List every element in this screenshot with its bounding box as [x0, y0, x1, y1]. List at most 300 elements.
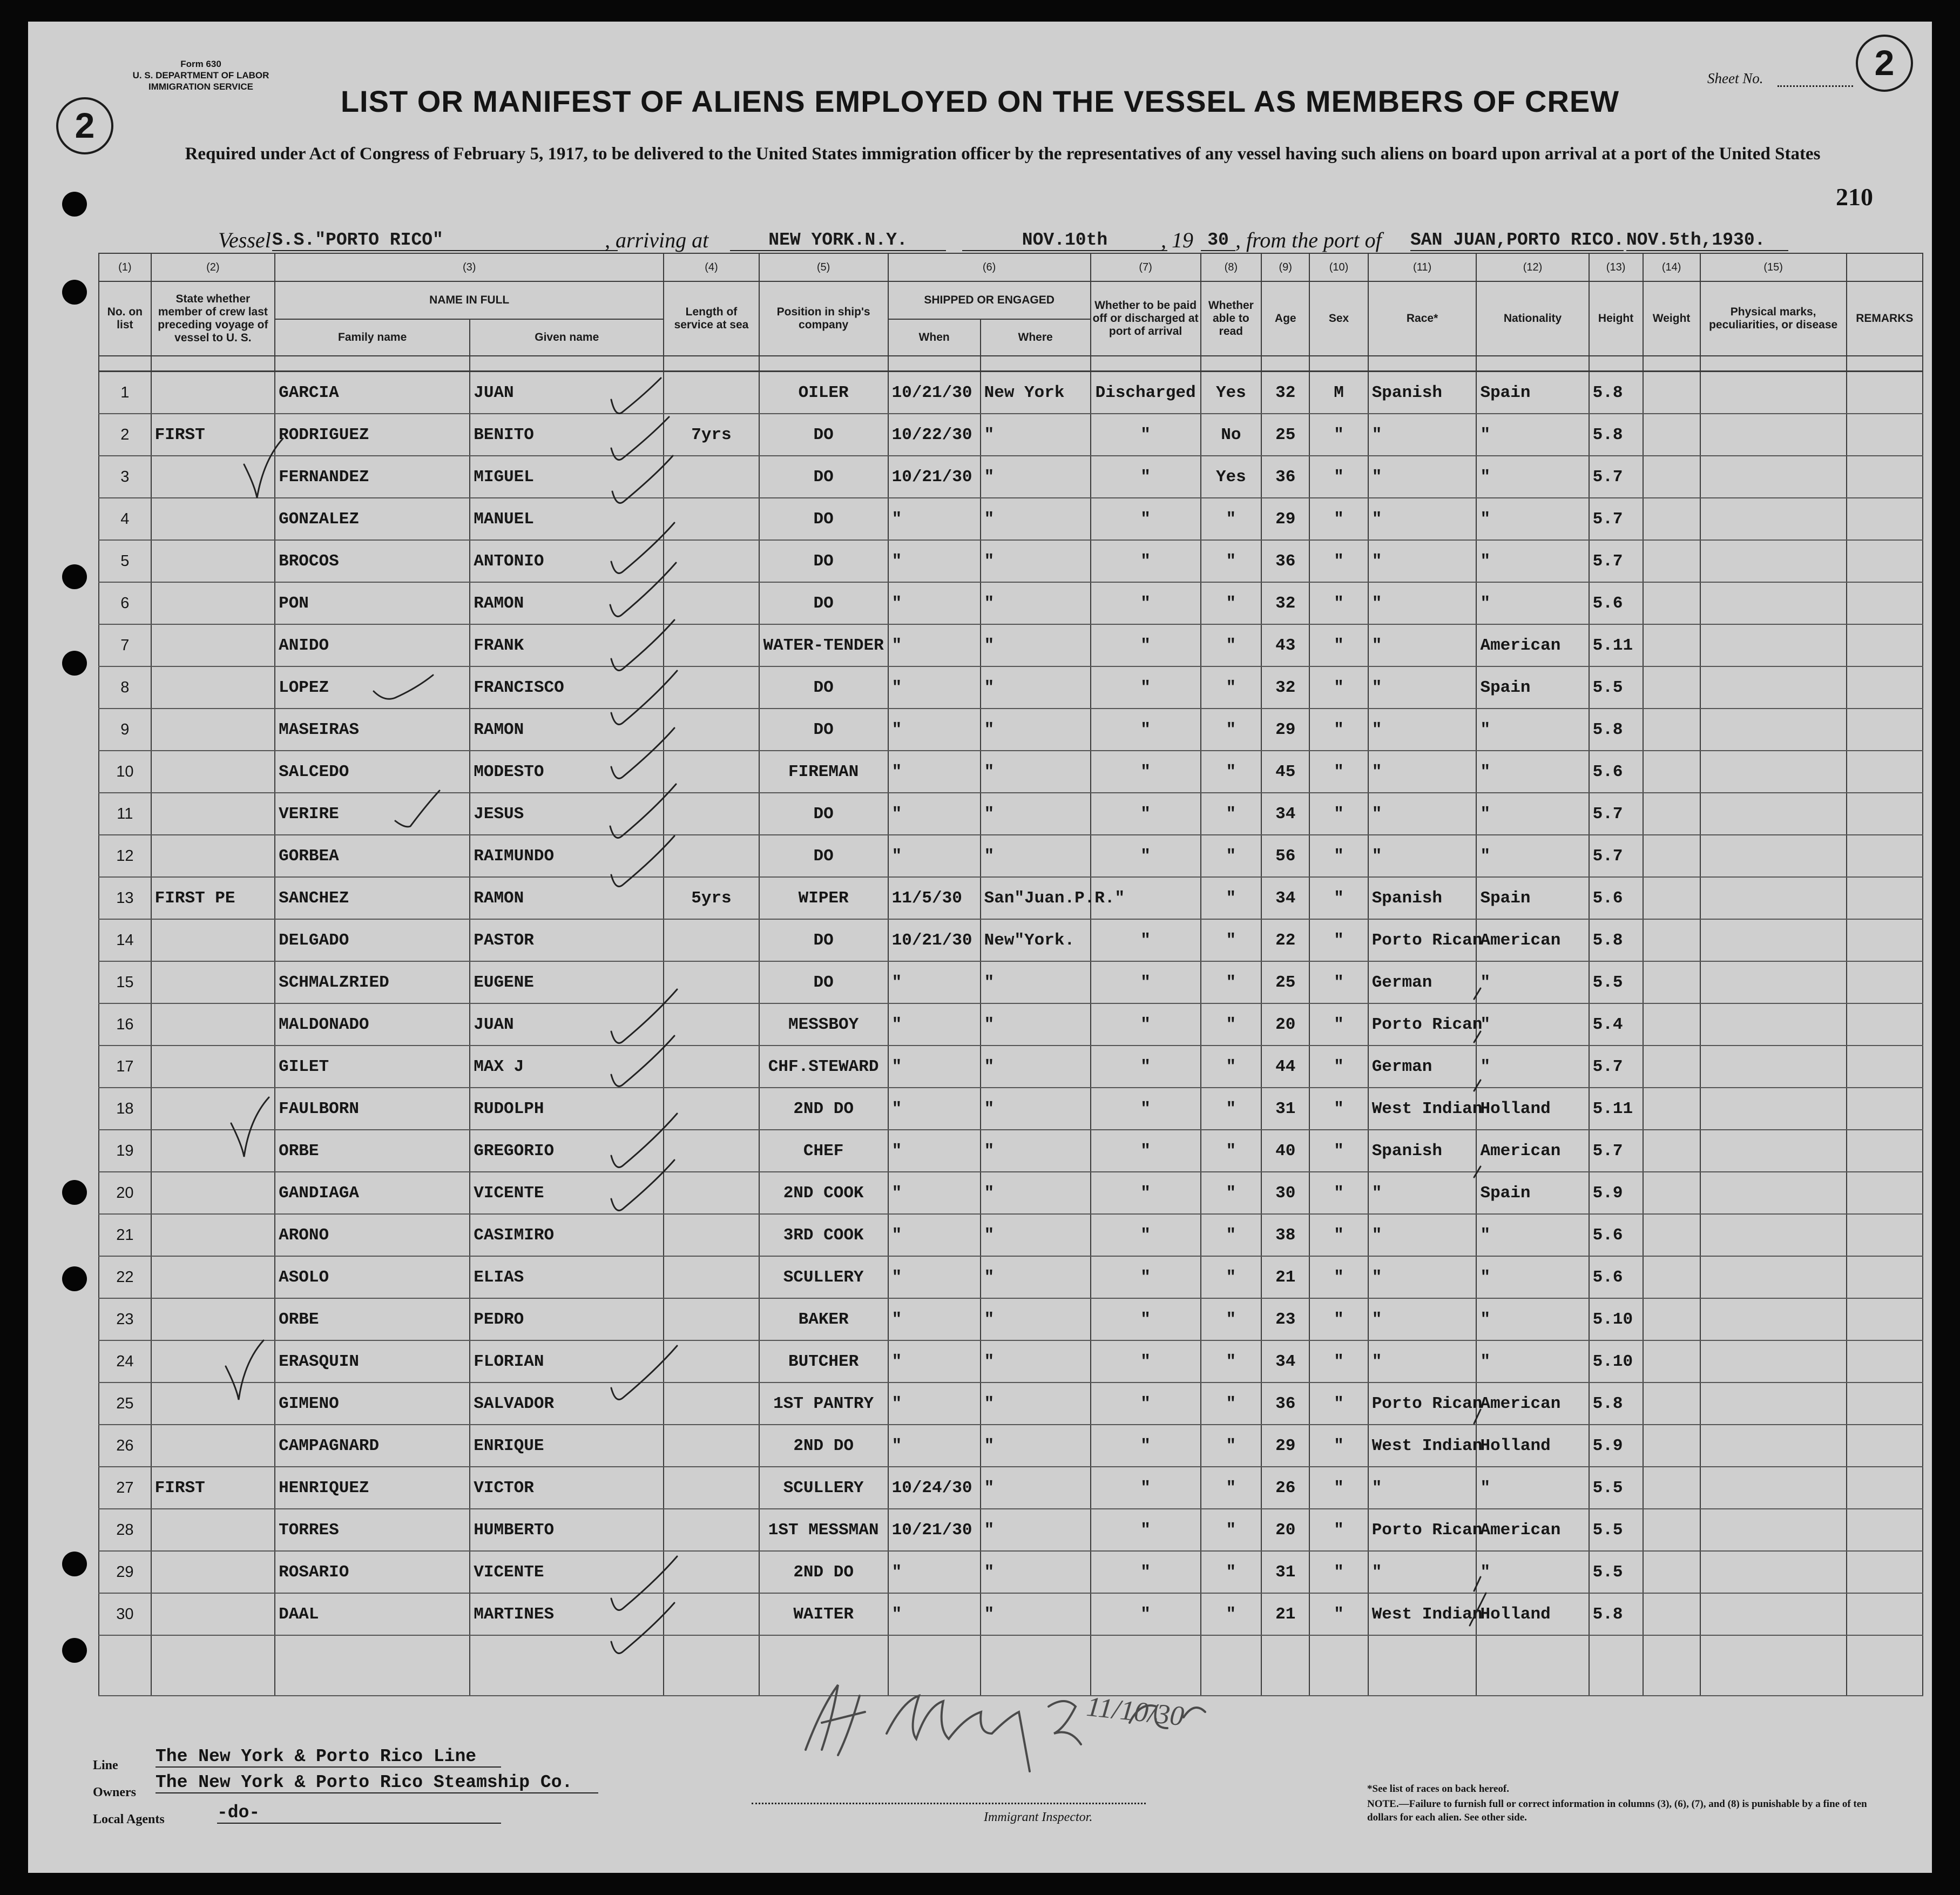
nationality: American — [1476, 1509, 1589, 1551]
header-where: Where — [981, 319, 1091, 356]
height: 5.11 — [1589, 624, 1643, 666]
row-number: 13 — [99, 877, 151, 919]
header-able-read: Whether able to read — [1201, 281, 1262, 356]
punch-hole — [62, 1552, 87, 1576]
given-name: MIGUEL — [470, 456, 664, 498]
paid-off-status: " — [1091, 1130, 1201, 1172]
shipped-where: New York — [981, 372, 1091, 414]
race: " — [1368, 1298, 1477, 1340]
paid-off-status: " — [1091, 1383, 1201, 1425]
family-name: DAAL — [275, 1593, 470, 1635]
given-name: MANUEL — [470, 498, 664, 540]
sheet-number-label: Sheet No. — [1707, 70, 1763, 86]
row-number: 21 — [99, 1214, 151, 1256]
given-name: MAX J — [470, 1046, 664, 1088]
shipped-when: " — [888, 1298, 981, 1340]
height: 5.10 — [1589, 1340, 1643, 1383]
shipped-when: " — [888, 1172, 981, 1214]
nationality: " — [1476, 456, 1589, 498]
given-name: JUAN — [470, 372, 664, 414]
nationality: " — [1476, 1256, 1589, 1298]
nationality: " — [1476, 1467, 1589, 1509]
sex: " — [1309, 414, 1368, 456]
ship-position: 1ST PANTRY — [759, 1383, 888, 1425]
race: Spanish — [1368, 372, 1477, 414]
shipped-when: " — [888, 1214, 981, 1256]
height: 5.8 — [1589, 709, 1643, 751]
race: " — [1368, 835, 1477, 877]
ship-position: WAITER — [759, 1593, 888, 1635]
paid-off-status: " — [1091, 919, 1201, 961]
row-number: 6 — [99, 582, 151, 624]
row-number: 1 — [99, 372, 151, 414]
header-physical-marks: Physical marks, peculiarities, or disease — [1700, 281, 1847, 356]
sex: " — [1309, 1509, 1368, 1551]
sex: " — [1309, 1130, 1368, 1172]
shipped-where: " — [981, 498, 1091, 540]
given-name: MODESTO — [470, 751, 664, 793]
nationality: American — [1476, 1130, 1589, 1172]
age: 36 — [1261, 540, 1309, 582]
height: 5.11 — [1589, 1088, 1643, 1130]
able-to-read: " — [1201, 1298, 1262, 1340]
height: 5.8 — [1589, 414, 1643, 456]
header-given-name: Given name — [470, 319, 664, 356]
row-number: 16 — [99, 1003, 151, 1046]
race: West Indian — [1368, 1425, 1477, 1467]
nationality: " — [1476, 582, 1589, 624]
race: " — [1368, 1256, 1477, 1298]
nationality: " — [1476, 1214, 1589, 1256]
immigrant-inspector-label: Immigrant Inspector. — [984, 1810, 1093, 1824]
colnum-1: (1) — [99, 253, 151, 281]
shipped-where: " — [981, 1593, 1091, 1635]
header-shipped-engaged: SHIPPED OR ENGAGED — [888, 281, 1091, 319]
age: 32 — [1261, 582, 1309, 624]
shipped-when: 10/21/30 — [888, 919, 981, 961]
row-number: 11 — [99, 793, 151, 835]
punch-hole — [62, 192, 87, 217]
row-number: 12 — [99, 835, 151, 877]
able-to-read: " — [1201, 1509, 1262, 1551]
given-name: MARTINES — [470, 1593, 664, 1635]
given-name: BENITO — [470, 414, 664, 456]
given-name: SALVADOR — [470, 1383, 664, 1425]
checkmark-state-24 — [226, 1340, 263, 1400]
height: 5.5 — [1589, 1551, 1643, 1593]
shipped-when: " — [888, 1046, 981, 1088]
header-paid-off: Whether to be paid off or discharged at port of arrival — [1091, 281, 1201, 356]
given-name: RAMON — [470, 877, 664, 919]
sex: " — [1309, 1467, 1368, 1509]
shipped-where: " — [981, 1003, 1091, 1046]
given-name: FLORIAN — [470, 1340, 664, 1383]
age: 36 — [1261, 1383, 1309, 1425]
punch-hole — [62, 1266, 87, 1291]
header-position: Position in ship's company — [759, 281, 888, 356]
shipped-where: " — [981, 1551, 1091, 1593]
line-label: Line — [93, 1758, 118, 1772]
able-to-read: Yes — [1201, 456, 1262, 498]
ship-position: 2ND DO — [759, 1551, 888, 1593]
sex: " — [1309, 1383, 1368, 1425]
ship-position: CHEF — [759, 1130, 888, 1172]
page-number: 210 — [1836, 183, 1873, 211]
checkmark-16 — [611, 1556, 677, 1610]
family-name: GARCIA — [275, 372, 470, 414]
age: 31 — [1261, 1551, 1309, 1593]
header-name-in-full: NAME IN FULL — [275, 281, 664, 319]
height: 5.7 — [1589, 498, 1643, 540]
ship-position: 1ST MESSMAN — [759, 1509, 888, 1551]
colnum-12: (12) — [1476, 253, 1589, 281]
able-to-read: " — [1201, 1593, 1262, 1635]
ship-position: MESSBOY — [759, 1003, 888, 1046]
able-to-read: " — [1201, 498, 1262, 540]
able-to-read: " — [1201, 582, 1262, 624]
sex: " — [1309, 1256, 1368, 1298]
shipped-where: " — [981, 793, 1091, 835]
departure-port: SAN JUAN,PORTO RICO. — [1410, 230, 1625, 250]
penalty-note: NOTE.—Failure to furnish full or correct information in columns (3), (6), (7), and (8) is punishable by a fine of ten dollars for each alien. See other side. — [1367, 1798, 1867, 1823]
family-name: SALCEDO — [275, 751, 470, 793]
shipped-when: " — [888, 582, 981, 624]
nationality: Spain — [1476, 1172, 1589, 1214]
paid-off-status: " — [1091, 1088, 1201, 1130]
ship-position: DO — [759, 919, 888, 961]
nationality: Spain — [1476, 372, 1589, 414]
ship-position: DO — [759, 793, 888, 835]
punch-hole — [62, 280, 87, 305]
able-to-read: " — [1201, 1003, 1262, 1046]
nationality: Holland — [1476, 1425, 1589, 1467]
tick-28 — [1474, 1577, 1481, 1591]
header-nationality: Nationality — [1476, 281, 1589, 356]
ship-position: DO — [759, 835, 888, 877]
sex: " — [1309, 456, 1368, 498]
page-title: LIST OR MANIFEST OF ALIENS EMPLOYED ON THE VESSEL AS MEMBERS OF CREW — [340, 84, 1620, 118]
service-name: IMMIGRATION SERVICE — [148, 82, 253, 92]
colnum-9: (9) — [1261, 253, 1309, 281]
sex: " — [1309, 835, 1368, 877]
length-of-service: 7yrs — [664, 414, 759, 456]
race-footnote: *See list of races on back hereof. — [1367, 1783, 1509, 1795]
race: " — [1368, 666, 1477, 709]
sex: " — [1309, 1172, 1368, 1214]
header-when: When — [888, 319, 981, 356]
race: " — [1368, 709, 1477, 751]
ship-position: DO — [759, 414, 888, 456]
race: " — [1368, 624, 1477, 666]
last-voyage-status: FIRST — [151, 1467, 275, 1509]
race: " — [1368, 540, 1477, 582]
paid-off-status: " — [1091, 1298, 1201, 1340]
paid-off-status: " — [1091, 709, 1201, 751]
shipped-when: " — [888, 1003, 981, 1046]
family-name: GONZALEZ — [275, 498, 470, 540]
colnum-14: (14) — [1643, 253, 1700, 281]
given-name: EUGENE — [470, 961, 664, 1003]
shipped-where: " — [981, 582, 1091, 624]
row-number: 30 — [99, 1593, 151, 1635]
header-no-on-list: No. on list — [99, 281, 151, 356]
height: 5.8 — [1589, 372, 1643, 414]
family-name: ASOLO — [275, 1256, 470, 1298]
nationality: " — [1476, 1003, 1589, 1046]
given-name: JUAN — [470, 1003, 664, 1046]
age: 32 — [1261, 666, 1309, 709]
header-age: Age — [1261, 281, 1309, 356]
paid-off-status: " — [1091, 1467, 1201, 1509]
nationality: " — [1476, 961, 1589, 1003]
paid-off-status: " — [1091, 1003, 1201, 1046]
shipped-where: " — [981, 1383, 1091, 1425]
family-name: CAMPAGNARD — [275, 1425, 470, 1467]
shipped-where: " — [981, 835, 1091, 877]
shipped-when: " — [888, 961, 981, 1003]
paid-off-status: " — [1091, 1046, 1201, 1088]
able-to-read: " — [1201, 1088, 1262, 1130]
family-name: MASEIRAS — [275, 709, 470, 751]
shipped-when: " — [888, 793, 981, 835]
ship-position: DO — [759, 666, 888, 709]
sex: " — [1309, 582, 1368, 624]
height: 5.4 — [1589, 1003, 1643, 1046]
height: 5.6 — [1589, 1214, 1643, 1256]
race: Porto Rican — [1368, 919, 1477, 961]
paid-off-status: " — [1091, 1593, 1201, 1635]
shipped-where: " — [981, 1509, 1091, 1551]
tick-19 — [1474, 1166, 1481, 1177]
shipped-when: 10/21/30 — [888, 456, 981, 498]
race: Porto Rican — [1368, 1003, 1477, 1046]
sex: " — [1309, 1003, 1368, 1046]
race: " — [1368, 793, 1477, 835]
able-to-read: No — [1201, 414, 1262, 456]
nationality: " — [1476, 709, 1589, 751]
colnum-3: (3) — [275, 253, 664, 281]
colnum-15: (15) — [1700, 253, 1847, 281]
nationality: American — [1476, 919, 1589, 961]
colnum-11: (11) — [1368, 253, 1477, 281]
able-to-read: " — [1201, 793, 1262, 835]
paid-off-status: " — [1091, 1551, 1201, 1593]
paid-off-status: " — [1091, 1425, 1201, 1467]
nationality: Holland — [1476, 1088, 1589, 1130]
able-to-read: " — [1201, 961, 1262, 1003]
punch-hole — [62, 1638, 87, 1663]
able-to-read: " — [1201, 751, 1262, 793]
departure-date: NOV.5th,1930. — [1626, 230, 1788, 251]
race: " — [1368, 1340, 1477, 1383]
ship-position: DO — [759, 961, 888, 1003]
row-number: 2 — [99, 414, 151, 456]
colnum-4: (4) — [664, 253, 759, 281]
height: 5.5 — [1589, 1509, 1643, 1551]
age: 21 — [1261, 1256, 1309, 1298]
shipped-when: " — [888, 666, 981, 709]
ship-position: 2ND COOK — [759, 1172, 888, 1214]
age: 30 — [1261, 1172, 1309, 1214]
height: 5.8 — [1589, 1383, 1643, 1425]
sex: " — [1309, 540, 1368, 582]
race: " — [1368, 1172, 1477, 1214]
height: 5.8 — [1589, 1593, 1643, 1635]
department-name: U. S. DEPARTMENT OF LABOR — [132, 70, 269, 80]
length-of-service: 5yrs — [664, 877, 759, 919]
age: 34 — [1261, 1340, 1309, 1383]
inspector-signature — [795, 1674, 1400, 1777]
shipped-when: 10/21/30 — [888, 372, 981, 414]
given-name: VICENTE — [470, 1551, 664, 1593]
shipped-where: " — [981, 1298, 1091, 1340]
shipped-when: " — [888, 1425, 981, 1467]
given-name: ELIAS — [470, 1256, 664, 1298]
shipped-when: " — [888, 709, 981, 751]
race: West Indian — [1368, 1088, 1477, 1130]
race: West Indian — [1368, 1593, 1477, 1635]
ship-position: DO — [759, 456, 888, 498]
ship-position: SCULLERY — [759, 1256, 888, 1298]
row-number: 5 — [99, 540, 151, 582]
paid-off-status: " — [1091, 751, 1201, 793]
race: German — [1368, 961, 1477, 1003]
shipped-when: " — [888, 540, 981, 582]
nationality: " — [1476, 835, 1589, 877]
row-number: 19 — [99, 1130, 151, 1172]
checkmark-9 — [610, 784, 676, 838]
checkmark-8 — [611, 728, 674, 778]
age: 56 — [1261, 835, 1309, 877]
shipped-when: 10/22/30 — [888, 414, 981, 456]
age: 29 — [1261, 498, 1309, 540]
height: 5.5 — [1589, 666, 1643, 709]
header-race: Race* — [1368, 281, 1477, 356]
header-family-name: Family name — [275, 319, 470, 356]
height: 5.6 — [1589, 582, 1643, 624]
header-height: Height — [1589, 281, 1643, 356]
height: 5.7 — [1589, 1130, 1643, 1172]
shipped-where: New"York. — [981, 919, 1091, 961]
age: 32 — [1261, 372, 1309, 414]
punch-hole — [62, 564, 87, 589]
sex: " — [1309, 709, 1368, 751]
row-number: 24 — [99, 1340, 151, 1383]
arriving-label: , arriving at — [605, 228, 709, 252]
sex: " — [1309, 961, 1368, 1003]
manifest-sheet — [28, 22, 1932, 1873]
ship-position: DO — [759, 540, 888, 582]
age: 29 — [1261, 709, 1309, 751]
shipped-when: " — [888, 1340, 981, 1383]
sex: " — [1309, 919, 1368, 961]
height: 5.5 — [1589, 961, 1643, 1003]
shipped-when: 10/24/30 — [888, 1467, 981, 1509]
row-number: 28 — [99, 1509, 151, 1551]
colnum-10: (10) — [1309, 253, 1368, 281]
able-to-read: " — [1201, 835, 1262, 877]
family-name: VERIRE — [275, 793, 470, 835]
age: 34 — [1261, 877, 1309, 919]
family-name: PON — [275, 582, 470, 624]
able-to-read: " — [1201, 1172, 1262, 1214]
shipped-where: " — [981, 1425, 1091, 1467]
row-number: 29 — [99, 1551, 151, 1593]
nationality: " — [1476, 1298, 1589, 1340]
shipped-where: " — [981, 751, 1091, 793]
shipped-where: " — [981, 709, 1091, 751]
family-name: BROCOS — [275, 540, 470, 582]
owners-label: Owners — [93, 1785, 136, 1799]
sex: " — [1309, 793, 1368, 835]
checkmark-11 — [611, 989, 677, 1043]
given-name: CASIMIRO — [470, 1214, 664, 1256]
punch-hole — [62, 651, 87, 676]
age: 44 — [1261, 1046, 1309, 1088]
row-number: 25 — [99, 1383, 151, 1425]
paid-off-status: " — [1091, 793, 1201, 835]
age: 22 — [1261, 919, 1309, 961]
nationality: Holland — [1476, 1593, 1589, 1635]
row-number: 8 — [99, 666, 151, 709]
race: " — [1368, 1467, 1477, 1509]
row-number: 18 — [99, 1088, 151, 1130]
arrival-year: 30 — [1201, 230, 1235, 251]
row-number: 3 — [99, 456, 151, 498]
owners-value: The New York & Porto Rico Steamship Co. — [156, 1772, 598, 1793]
age: 26 — [1261, 1467, 1309, 1509]
sex: " — [1309, 1214, 1368, 1256]
colnum-7: (7) — [1091, 253, 1201, 281]
able-to-read: " — [1201, 624, 1262, 666]
family-name: ERASQUIN — [275, 1340, 470, 1383]
family-name: GIMENO — [275, 1383, 470, 1425]
sex: " — [1309, 1046, 1368, 1088]
ship-position: CHF.STEWARD — [759, 1046, 888, 1088]
family-name: TORRES — [275, 1509, 470, 1551]
ship-position: DO — [759, 709, 888, 751]
shipped-where: " — [981, 1046, 1091, 1088]
nationality: " — [1476, 793, 1589, 835]
shipped-when: 11/5/30 — [888, 877, 981, 919]
header-length-service: Length of service at sea — [664, 281, 759, 356]
signature-date: 11/10/30 — [1085, 1691, 1186, 1732]
circled-sheet-mark-right: 2 — [1856, 35, 1913, 92]
shipped-where: " — [981, 1340, 1091, 1383]
shipped-where: " — [981, 456, 1091, 498]
family-name: LOPEZ — [275, 666, 470, 709]
handwritten-checkmarks — [28, 22, 1932, 1873]
header-weight: Weight — [1643, 281, 1700, 356]
colnum-8: (8) — [1201, 253, 1262, 281]
sex: " — [1309, 1593, 1368, 1635]
paid-off-status: " — [1091, 414, 1201, 456]
age: 23 — [1261, 1298, 1309, 1340]
paid-off-status: " — [1091, 1214, 1201, 1256]
ship-position: 2ND DO — [759, 1425, 888, 1467]
row-number: 27 — [99, 1467, 151, 1509]
line-value: The New York & Porto Rico Line — [156, 1746, 501, 1768]
able-to-read: " — [1201, 1425, 1262, 1467]
sex: " — [1309, 1340, 1368, 1383]
age: 29 — [1261, 1425, 1309, 1467]
sex: " — [1309, 624, 1368, 666]
race: " — [1368, 414, 1477, 456]
shipped-where: " — [981, 414, 1091, 456]
header-sex: Sex — [1309, 281, 1368, 356]
able-to-read: " — [1201, 1046, 1262, 1088]
shipped-where: " — [981, 1256, 1091, 1298]
